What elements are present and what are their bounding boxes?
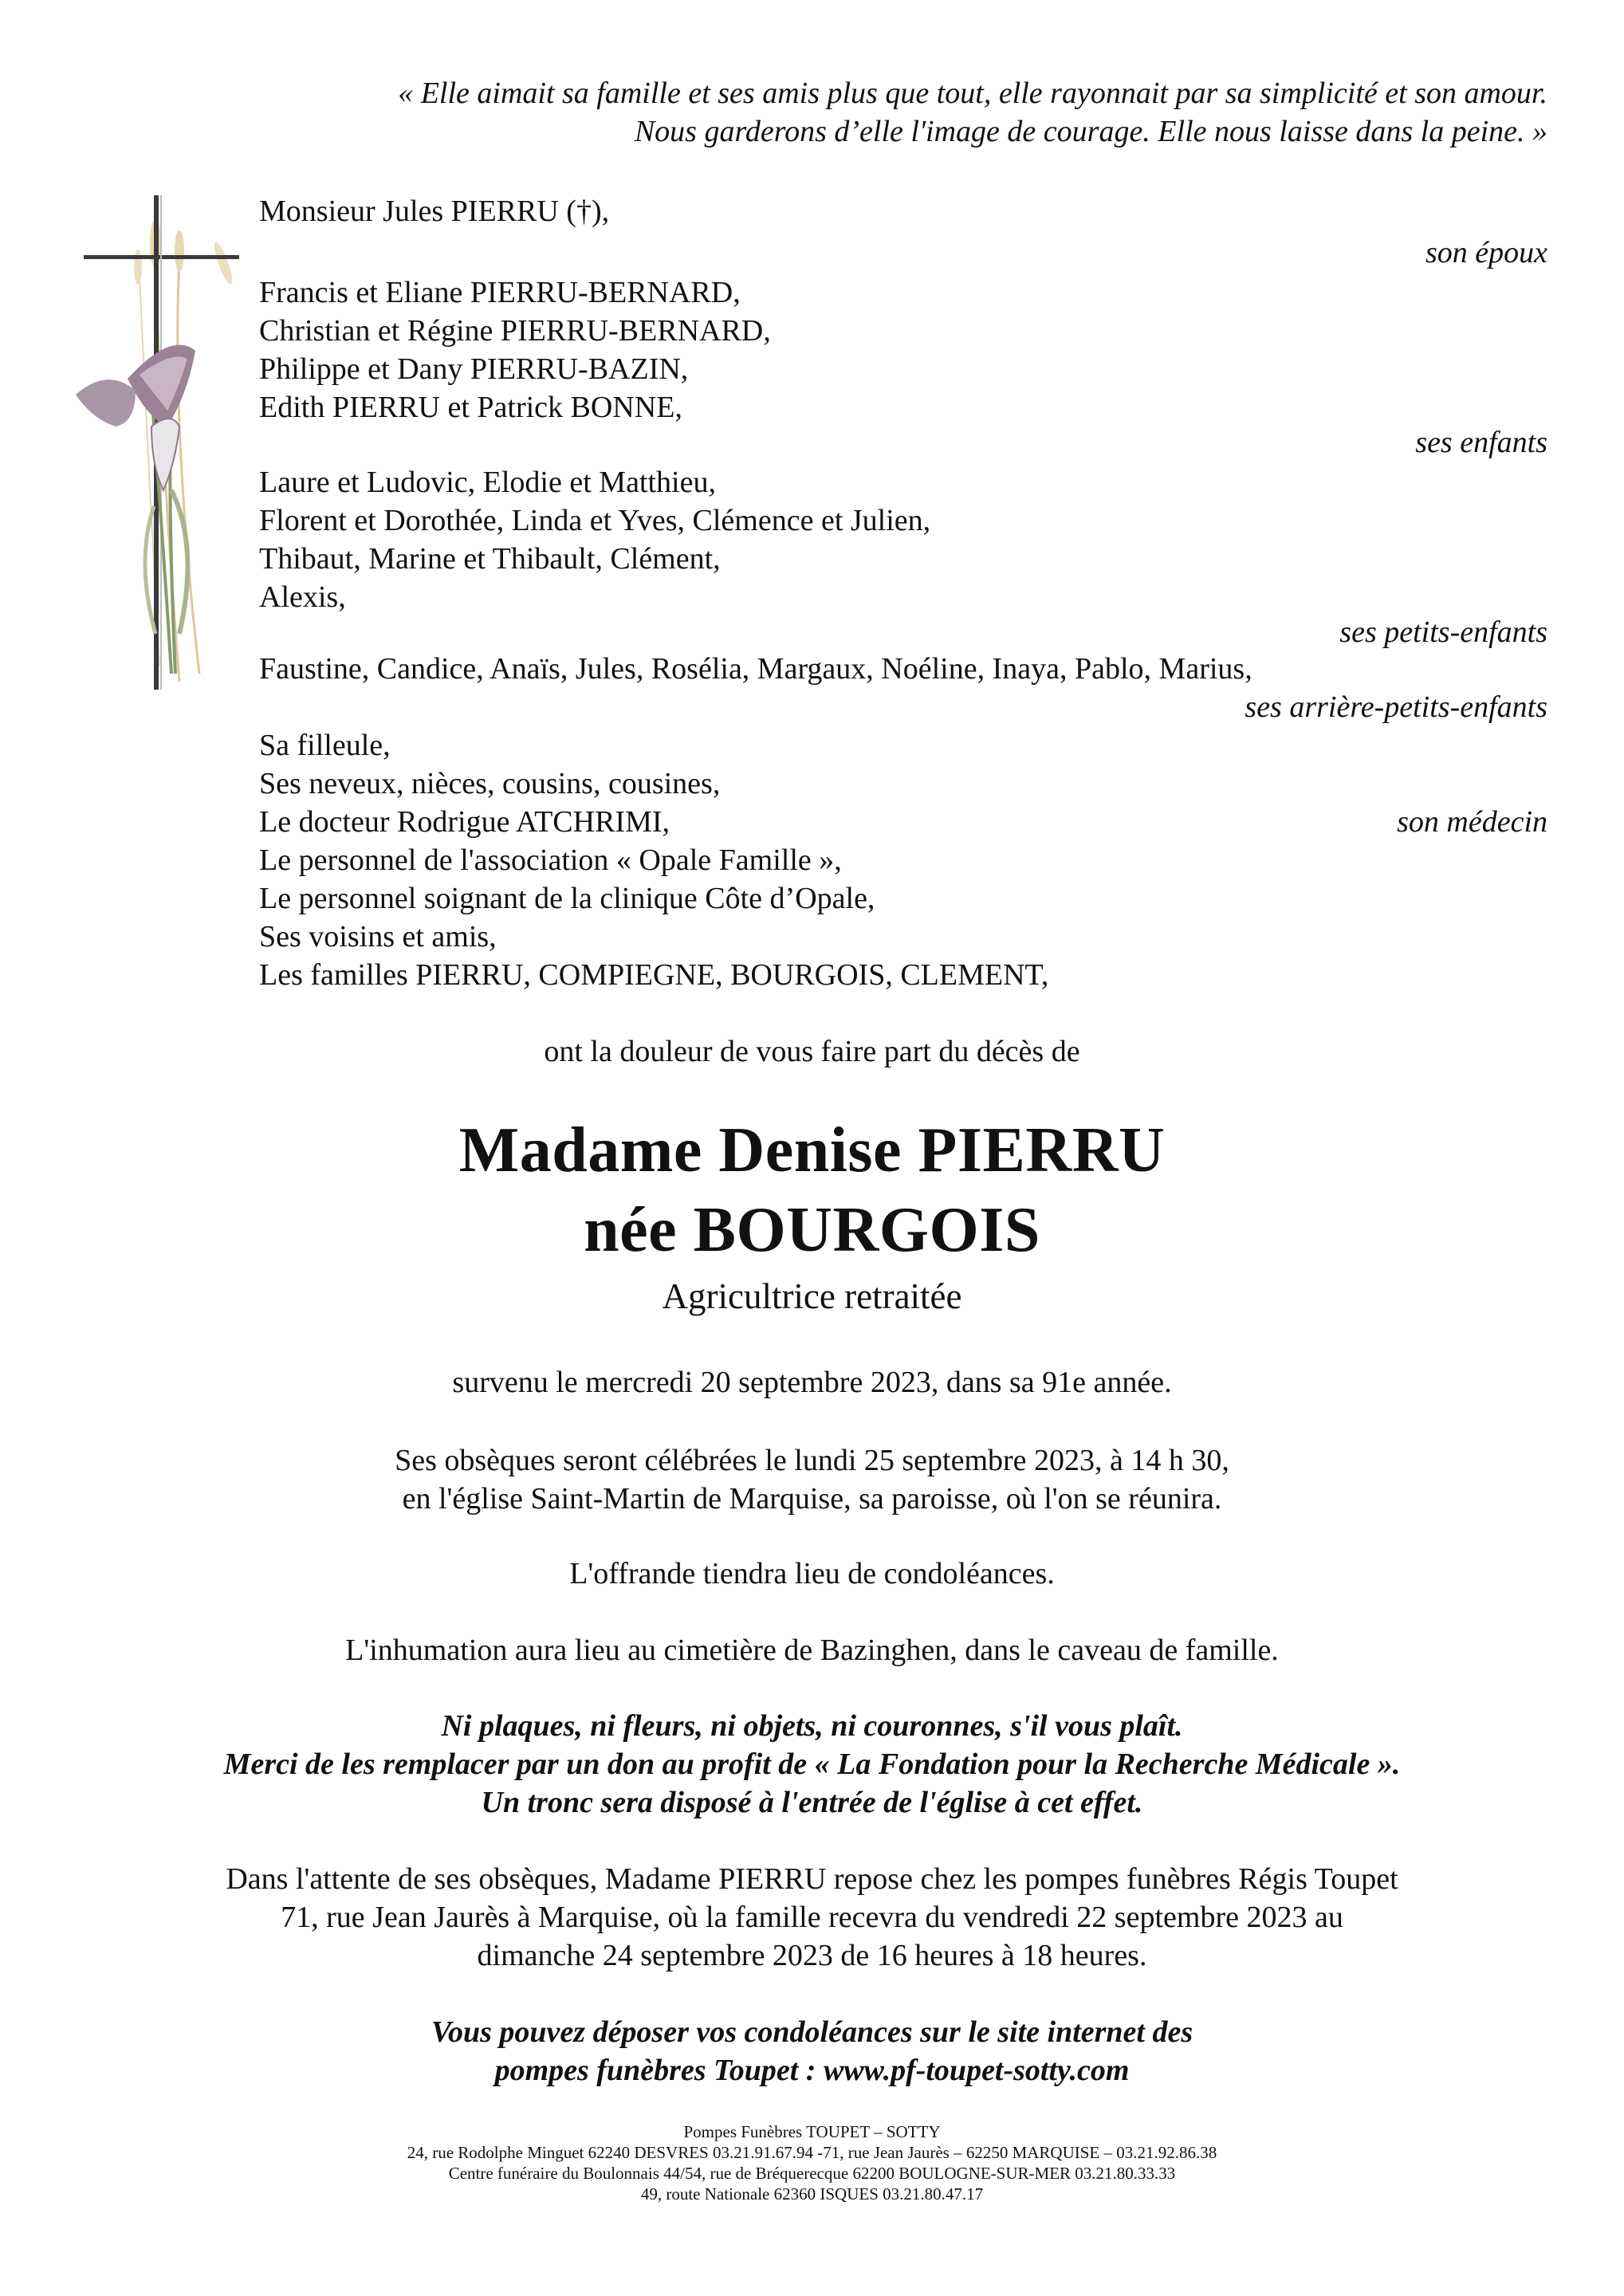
other-family-line: Sa filleule, xyxy=(259,729,391,762)
footer-address: Centre funéraire du Boulonnais 44/54, rue de Bréquerecque 62200 BOULOGNE-SUR-MER 03.21.80.33.33 xyxy=(448,2164,1176,2183)
visitation-line: dimanche 24 septembre 2023 de 16 heures à 18 heures. xyxy=(477,1939,1147,1972)
deceased-profession: Agricultrice retraitée xyxy=(662,1276,962,1316)
grandchild-name: Florent et Dorothée, Linda et Yves, Clémence et Julien, xyxy=(259,504,931,537)
deceased-maiden-name: née BOURGOIS xyxy=(584,1195,1040,1265)
deceased-name: Madame Denise PIERRU xyxy=(458,1115,1166,1185)
grandchild-name: Thibaut, Marine et Thibault, Clément, xyxy=(259,542,721,576)
epigraph-line: « Elle aimait sa famille et ses amis plus que tout, elle rayonnait par sa simplicité et son amour. xyxy=(398,77,1547,110)
condolences-line: Vous pouvez déposer vos condoléances sur le site internet des xyxy=(431,2015,1193,2049)
other-family-line: Les familles PIERRU, COMPIEGNE, BOURGOIS, CLEMENT, xyxy=(259,958,1049,992)
visitation-line: 71, rue Jean Jaurès à Marquise, où la famille recevra du vendredi 22 septembre 2023 au xyxy=(281,1901,1343,1934)
children-relation: ses enfants xyxy=(1415,426,1547,459)
grandchild-name: Alexis, xyxy=(259,580,346,614)
other-family-line: Le personnel soignant de la clinique Côte d’Opale, xyxy=(259,882,875,915)
donation-line: Un tronc sera disposé à l'entrée de l'église à cet effet. xyxy=(481,1786,1143,1819)
death-date: survenu le mercredi 20 septembre 2023, dans sa 91e année. xyxy=(452,1366,1172,1399)
other-family-line: Ses neveux, nièces, cousins, cousines, xyxy=(259,767,721,800)
child-name: Philippe et Dany PIERRU-BAZIN, xyxy=(259,352,689,386)
announcement-text: ont la douleur de vous faire part du décès de xyxy=(544,1035,1080,1068)
visitation-line: Dans l'attente de ses obsèques, Madame PIERRU repose chez les pompes funèbres Régis Toupet xyxy=(226,1862,1398,1896)
funeral-line: Ses obsèques seront célébrées le lundi 25 septembre 2023, à 14 h 30, xyxy=(395,1444,1229,1477)
child-name: Christian et Régine PIERRU-BERNARD, xyxy=(259,314,771,348)
footer-address: 49, route Nationale 62360 ISQUES 03.21.80.47.17 xyxy=(640,2184,984,2204)
epigraph-line: Nous garderons d’elle l'image de courage. Elle nous laisse dans la peine. » xyxy=(634,115,1547,148)
great-grandchildren-names: Faustine, Candice, Anaïs, Jules, Rosélia, Margaux, Noéline, Inaya, Pablo, Marius, xyxy=(259,652,1252,686)
offering-text: L'offrande tiendra lieu de condoléances. xyxy=(569,1557,1055,1590)
footer-company: Pompes Funèbres TOUPET – SOTTY xyxy=(683,2122,941,2141)
child-name: Edith PIERRU et Patrick BONNE, xyxy=(259,391,682,424)
condolences-line: pompes funèbres Toupet : www.pf-toupet-sotty.com xyxy=(494,2054,1130,2087)
donation-line: Merci de les remplacer par un don au profit de « La Fondation pour la Recherche Médicale ». xyxy=(223,1748,1401,1781)
funeral-line: en l'église Saint-Martin de Marquise, sa paroisse, où l'on se réunira. xyxy=(402,1482,1222,1516)
great-grandchildren-relation: ses arrière-petits-enfants xyxy=(1245,690,1547,724)
doctor-name: Le docteur Rodrigue ATCHRIMI, xyxy=(259,805,670,839)
child-name: Francis et Eliane PIERRU-BERNARD, xyxy=(259,276,741,309)
burial-text: L'inhumation aura lieu au cimetière de Bazinghen, dans le caveau de famille. xyxy=(345,1634,1279,1667)
other-family-line: Ses voisins et amis, xyxy=(259,920,497,953)
doctor-relation: son médecin xyxy=(1397,805,1547,839)
spouse-name: Monsieur Jules PIERRU (†), xyxy=(259,195,610,228)
grandchildren-relation: ses petits-enfants xyxy=(1339,615,1547,649)
footer-address: 24, rue Rodolphe Minguet 62240 DESVRES 03.21.91.67.94 -71, rue Jean Jaurès – 62250 MARQUISE – 03.21.92.86.38 xyxy=(407,2143,1217,2162)
other-family-line: Le personnel de l'association « Opale Famille », xyxy=(259,843,842,877)
donation-line: Ni plaques, ni fleurs, ni objets, ni couronnes, s'il vous plaît. xyxy=(441,1709,1183,1743)
grandchild-name: Laure et Ludovic, Elodie et Matthieu, xyxy=(259,466,716,499)
spouse-relation: son époux xyxy=(1425,236,1547,269)
cross-with-calla-lily-and-wheat-icon xyxy=(60,187,243,698)
